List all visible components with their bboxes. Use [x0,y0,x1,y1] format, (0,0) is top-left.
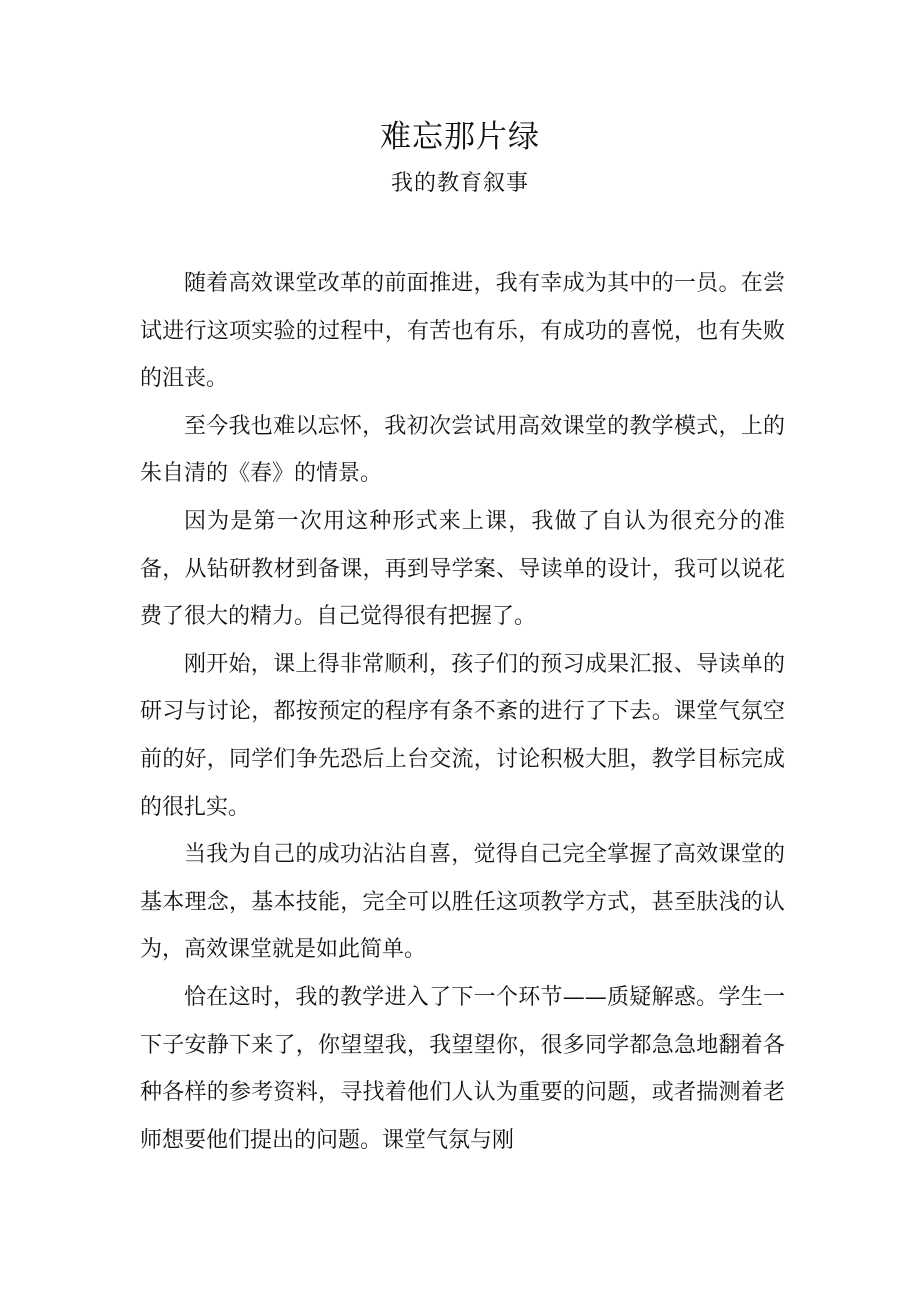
paragraph: 当我为自己的成功沾沾自喜，觉得自己完全掌握了高效课堂的基本理念，基本技能，完全可以胜任这项教学方式，甚至肤浅的认为，高效课堂就是如此简单。 [140,842,785,963]
document-body [140,260,785,1164]
paragraph: 随着高效课堂改革的前面推进，我有幸成为其中的一员。在尝试进行这项实验的过程中，有苦也有乐，有成功的喜悦，也有失败的沮丧。 [140,271,785,392]
paragraph: 刚开始，课上得非常顺利，孩子们的预习成果汇报、导读单的研习与讨论，都按预定的程序有条不紊的进行了下去。课堂气氛空前的好，同学们争先恐后上台交流，讨论积极大胆，教学目标完成的很扎实。 [140,651,785,820]
document-title: 难忘那片绿 [380,119,540,155]
paragraph: 恰在这时，我的教学进入了下一个环节——质疑解惑。学生一下子安静下来了，你望望我，我望望你，很多同学都急急地翻着各种各样的参考资料，寻找着他们人认为重要的问题，或者揣测着老师想要他们提出的问题。课堂气氛与刚 [140,984,785,1153]
paragraph: 因为是第一次用这种形式来上课，我做了自认为很充分的准备，从钻研教材到备课，再到导学案、导读单的设计，我可以说花费了很大的精力。自己觉得很有把握了。 [140,508,785,630]
paragraph: 至今我也难以忘怀，我初次尝试用高效课堂的教学模式，上的朱自清的《春》的情景。 [140,413,785,487]
document-subtitle: 我的教育叙事 [390,171,529,196]
